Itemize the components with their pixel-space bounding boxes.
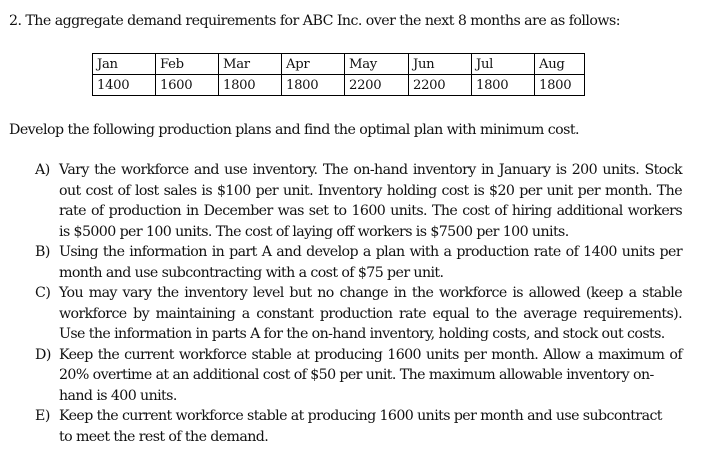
part-label: D)	[35, 346, 51, 363]
part-d	[35, 345, 695, 407]
part-line: 20% overtime at an additional cost of $50 per unit. The maximum allowable inventory on-	[59, 367, 654, 383]
part-line: Use the information in parts A for the on-hand inventory, holding costs, and stock out costs.	[59, 326, 665, 342]
part-line: out cost of lost sales is $100 per unit. Inventory holding cost is $20 per unit per month. The	[59, 182, 682, 199]
demand-value-cell: 2200	[345, 75, 409, 96]
part-b	[35, 242, 695, 283]
month-cell: May	[345, 54, 409, 75]
part-line: to meet the rest of the demand.	[59, 428, 269, 445]
demand-table	[92, 53, 585, 96]
month-cell: Mar	[219, 54, 282, 75]
month-cell: Jan	[93, 54, 156, 75]
demand-value-cell: 1600	[156, 75, 219, 96]
demand-value-cell: 1400	[93, 75, 156, 96]
part-line: Using the information in part A and develop a plan with a production rate of 1400 units per	[59, 244, 682, 260]
part-line: Keep the current workforce stable at producing 1600 units per month. Allow a maximum of	[59, 346, 682, 363]
part-line: rate of production in December was set to 1600 units. The cost of hiring additional workers	[59, 203, 682, 219]
part-line: You may vary the inventory level but no change in the workforce is allowed (keep a stable	[59, 285, 682, 301]
demand-value-cell: 1800	[472, 75, 535, 96]
demand-table-month-row	[93, 54, 585, 75]
month-cell: Aug	[535, 54, 585, 75]
part-line: is $5000 per 100 units. The cost of laying off workers is $7500 per 100 units.	[59, 223, 569, 240]
parts-list	[35, 160, 695, 447]
part-label: E)	[35, 408, 50, 424]
part-a	[35, 160, 695, 242]
demand-value-cell: 1800	[219, 75, 282, 96]
part-c	[35, 283, 695, 345]
part-label: A)	[35, 162, 50, 178]
instructions-text: Develop the following production plans and find the optimal plan with minimum cost.	[9, 122, 579, 138]
part-line: workforce by maintaining a constant production rate equal to the average requirements).	[59, 305, 682, 322]
demand-table-value-row	[93, 75, 585, 96]
question-heading: 2. The aggregate demand requirements for ABC Inc. over the next 8 months are as follows:	[9, 13, 620, 29]
month-cell: Apr	[282, 54, 345, 75]
part-label: B)	[35, 244, 50, 260]
part-e	[35, 406, 695, 447]
demand-value-cell: 1800	[282, 75, 345, 96]
month-cell: Jun	[409, 54, 472, 75]
part-line: hand is 400 units.	[59, 387, 177, 404]
demand-value-cell: 1800	[535, 75, 585, 96]
part-line: month and use subcontracting with a cost of $75 per unit.	[59, 264, 444, 281]
part-line: Vary the workforce and use inventory. The on-hand inventory in January is 200 units. Stock	[59, 162, 682, 178]
demand-value-cell: 2200	[409, 75, 472, 96]
part-label: C)	[35, 285, 51, 301]
month-cell: Jul	[472, 54, 535, 75]
month-cell: Feb	[156, 54, 219, 75]
part-line: Keep the current workforce stable at producing 1600 units per month and use subcontract	[59, 408, 662, 424]
